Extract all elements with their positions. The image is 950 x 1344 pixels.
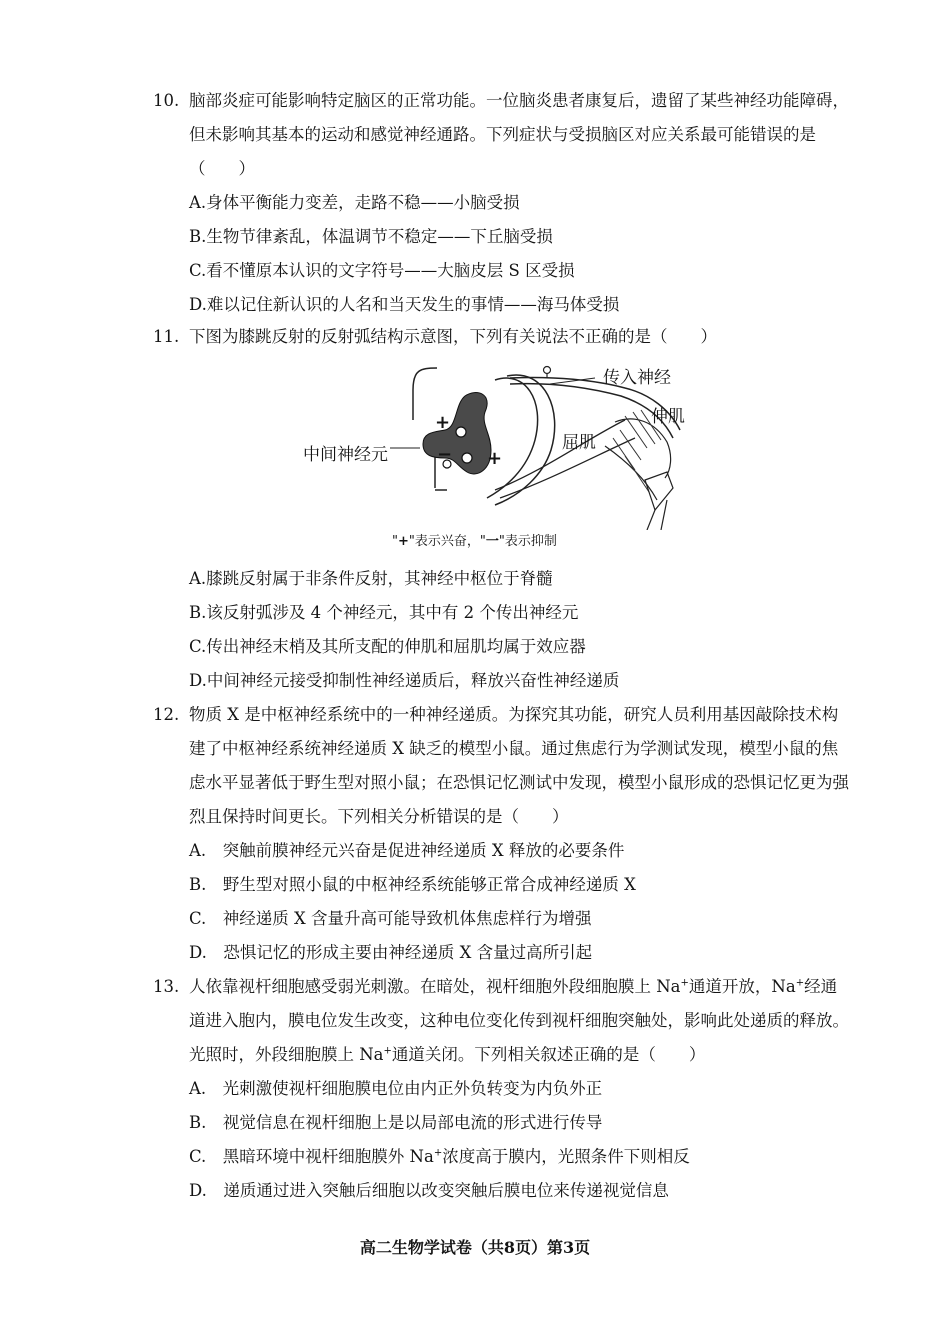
- plus-sign-upper: +: [435, 412, 451, 433]
- question-stem: 脑部炎症可能影响特定脑区的正常功能。一位脑炎患者康复后，遗留了某些神经功能障碍，但未影响其基本的运动和感觉神经通路。下列症状与受损脑区对应关系最可能错误的是（ ）: [189, 91, 849, 178]
- caption-plus: +: [397, 534, 409, 549]
- question-number: 13.: [153, 977, 180, 996]
- option-b: B. 野生型对照小鼠的中枢神经系统能够正常合成神经递质 X: [189, 875, 636, 894]
- option-c: C. 神经递质 X 含量升高可能导致机体焦虑样行为增强: [189, 909, 592, 928]
- page-footer: 高二生物学试卷（共8页）第3页: [359, 1238, 591, 1257]
- question-11: [153, 320, 853, 354]
- neuron-body: [462, 453, 472, 463]
- figure-caption: "+"表示兴奋，"一"表示抑制: [392, 534, 557, 549]
- question-13: [153, 970, 853, 1072]
- question-stem: 物质 X 是中枢神经系统中的一种神经递质。为探究其功能，研究人员利用基因敲除技术构建了中枢神经系统神经递质 X 缺乏的模型小鼠。通过焦虑行为学测试发现，模型小鼠的焦虑水平显著低于野生型对照小鼠；在恐惧记忆测试中发现，模型小鼠形成的恐惧记忆更为强烈且保持时间更长。下列相关分析错误的是（ ）: [189, 705, 849, 826]
- option-b: B.该反射弧涉及 4 个神经元，其中有 2 个传出神经元: [189, 603, 579, 622]
- option-d: D. 递质通过进入突触后细胞以改变突触后膜电位来传递视觉信息: [189, 1181, 669, 1200]
- reflex-arc-figure: [295, 360, 695, 550]
- option-c: C.看不懂原本认识的文字符号——大脑皮层 S 区受损: [189, 261, 575, 280]
- option-b: B.生物节律紊乱，体温调节不稳定——下丘脑受损: [189, 227, 553, 246]
- option-b: B. 视觉信息在视杆细胞上是以局部电流的形式进行传导: [189, 1113, 603, 1132]
- neuron-body: [456, 427, 466, 437]
- option-a: A. 光刺激使视杆细胞膜电位由内正外负转变为内负外正: [189, 1079, 603, 1098]
- label-extensor: 伸肌: [651, 407, 685, 427]
- option-d: D. 恐惧记忆的形成主要由神经递质 X 含量过高所引起: [189, 943, 593, 962]
- label-interneuron: 中间神经元: [303, 445, 388, 465]
- question-stem: 人依靠视杆细胞感受弱光刺激。在暗处，视杆细胞外段细胞膜上 Na+通道开放，Na+经通道进入胞内，膜电位发生改变，这种电位变化传到视杆细胞突触处，影响此处递质的释放。光照时，外段细胞膜上 Na+通道关闭。下列相关叙述正确的是（ ）: [189, 977, 849, 1064]
- extensor-muscle: [615, 419, 671, 478]
- caption-minus: 一: [485, 534, 499, 549]
- option-c: C.传出神经末梢及其所支配的伸肌和屈肌均属于效应器: [189, 637, 586, 656]
- option-a: A.身体平衡能力变差，走路不稳——小脑受损: [189, 193, 520, 212]
- label-flexor: 屈肌: [562, 433, 596, 453]
- option-d: D.中间神经元接受抑制性神经递质后，释放兴奋性神经递质: [189, 671, 620, 690]
- option-c: C. 黑暗环境中视杆细胞膜外 Na+浓度高于膜内，光照条件下则相反: [189, 1147, 690, 1166]
- plus-sign-lower: +: [487, 448, 503, 469]
- knee-joint: [645, 472, 673, 510]
- spinal-cord-outline: [413, 368, 437, 420]
- ganglion: [544, 367, 551, 374]
- option-a: A.膝跳反射属于非条件反射，其神经中枢位于脊髓: [189, 569, 553, 588]
- question-12: [153, 698, 853, 834]
- question-number: 10.: [153, 91, 180, 110]
- option-d: D.难以记住新认识的人名和当天发生的事情——海马体受损: [189, 295, 620, 314]
- option-a: A. 突触前膜神经元兴奋是促进神经递质 X 释放的必要条件: [189, 841, 625, 860]
- label-afferent-nerve: 传入神经: [603, 368, 671, 388]
- question-number: 12.: [153, 705, 180, 724]
- question-stem: 下图为膝跳反射的反射弧结构示意图，下列有关说法不正确的是（ ）: [189, 327, 717, 346]
- minus-sign: −: [437, 444, 453, 465]
- question-10: [153, 84, 853, 186]
- question-number: 11.: [153, 327, 180, 346]
